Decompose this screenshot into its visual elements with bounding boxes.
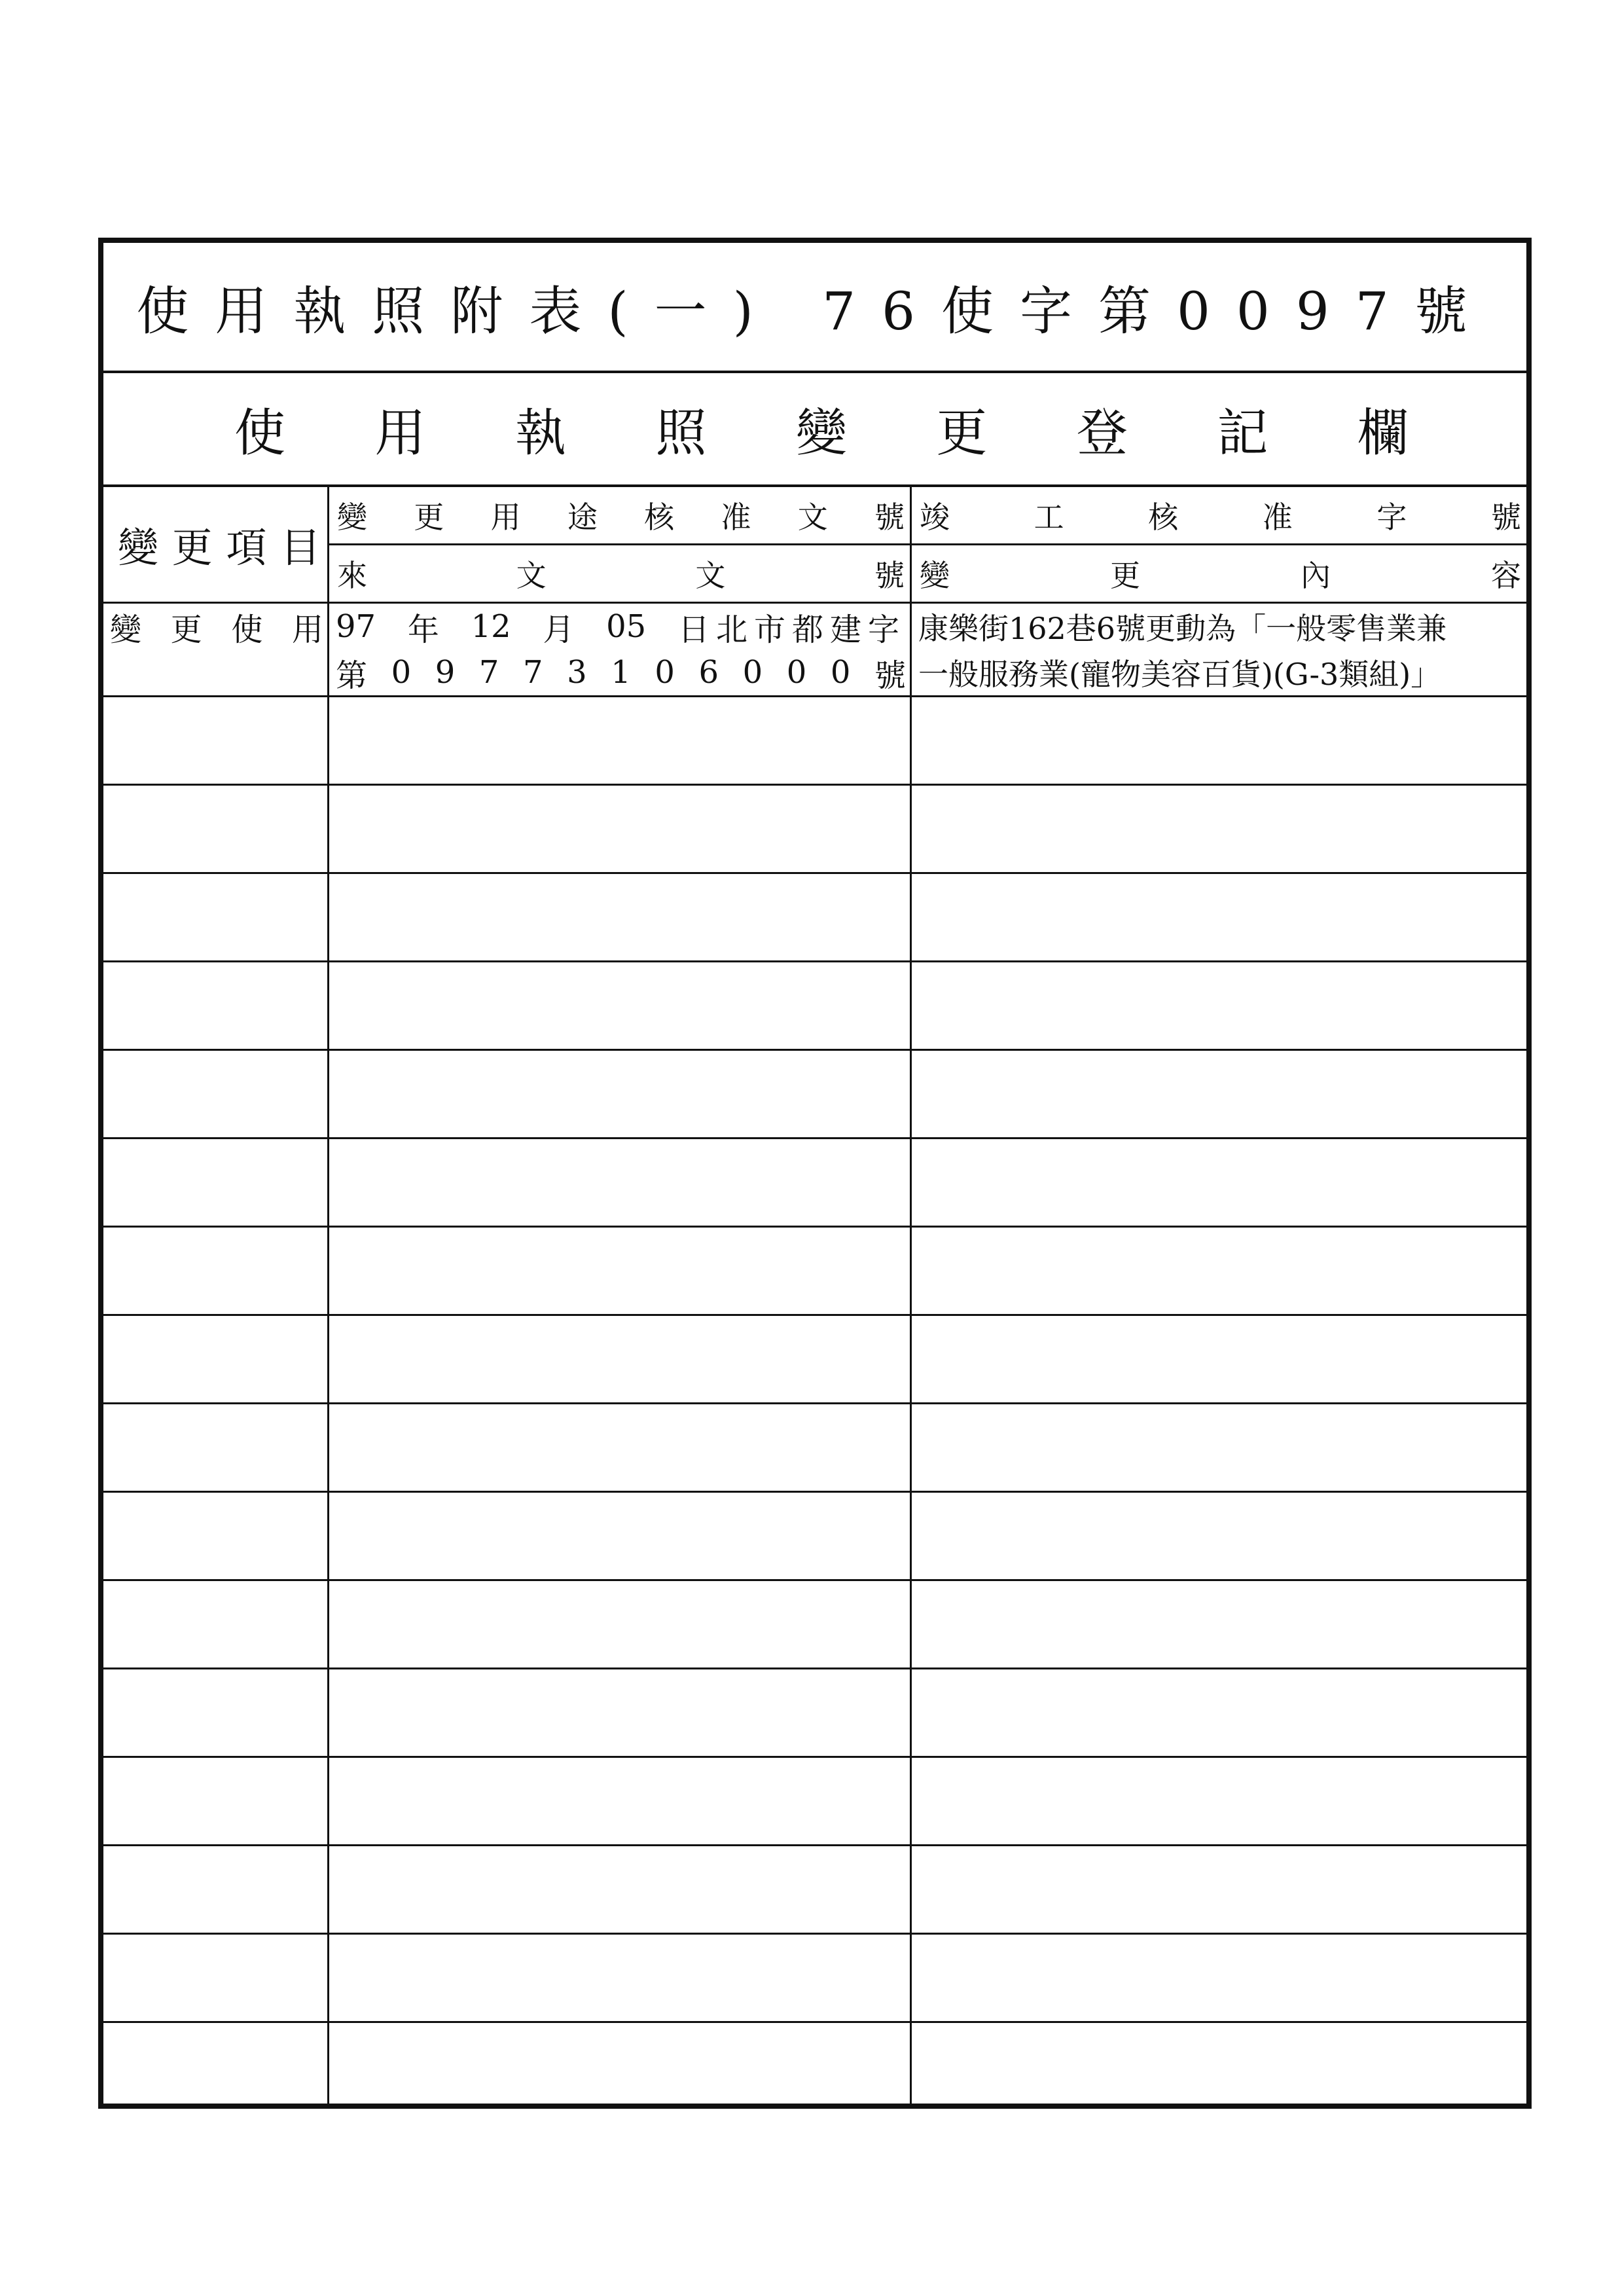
doc-token: 月: [543, 611, 575, 648]
page-title-row: [103, 243, 1526, 371]
doc-token: 日北市都建字: [677, 611, 906, 648]
header-char: 號: [874, 558, 905, 593]
header-char: 核: [644, 500, 675, 535]
row-divider: [103, 784, 1526, 786]
doc-token: 12: [471, 608, 511, 645]
doc-token: 0: [742, 654, 763, 691]
row-divider: [103, 2021, 1526, 2023]
doc-token: 05: [606, 608, 647, 645]
row-divider: [103, 1137, 1526, 1139]
header-change-item: [103, 487, 327, 602]
row-divider: [103, 960, 1526, 962]
entry-item-char: 用: [291, 611, 323, 648]
row-divider: [103, 1402, 1526, 1404]
doc-token: 7: [478, 654, 499, 691]
row-divider: [103, 1933, 1526, 1935]
entry-item-char: 使: [231, 611, 263, 648]
doc-token: 6: [698, 654, 719, 691]
license-form-table: [98, 238, 1532, 2109]
doc-token: 97: [336, 608, 376, 645]
row-divider: [103, 695, 1526, 697]
header-char: 來: [337, 558, 367, 593]
header-char: 更: [414, 500, 444, 535]
section-title-char: 記: [1217, 404, 1268, 463]
doc-token: 1: [611, 654, 631, 691]
column-divider: [910, 487, 912, 2104]
header-char: 變: [337, 500, 367, 535]
entry-content-line1: [912, 604, 1526, 649]
section-title-char: 變: [795, 404, 847, 463]
header-char: 目: [279, 524, 321, 572]
header-char: 更: [171, 524, 213, 572]
header-char: 准: [721, 500, 751, 535]
doc-token: 9: [435, 654, 456, 691]
header-char: 工: [1034, 500, 1064, 535]
header-char: 竣: [920, 500, 950, 535]
doc-token: 年: [407, 611, 439, 648]
entry-item-char: 更: [170, 611, 202, 648]
doc-token: 7: [522, 654, 543, 691]
row-divider: [103, 1844, 1526, 1846]
header-char: 內: [1301, 558, 1331, 593]
header-incoming-no: [329, 545, 910, 602]
row-divider: [103, 1049, 1526, 1051]
header-char: 項: [226, 524, 267, 572]
entry-content-line2: [912, 649, 1526, 695]
row-divider: [103, 872, 1526, 874]
header-char: 准: [1262, 500, 1293, 535]
header-change-content: [912, 545, 1526, 602]
doc-token: 0: [786, 654, 807, 691]
content-text: 康樂街162巷6號更動為「一般零售業兼: [918, 611, 1447, 646]
doc-token: 0: [830, 654, 851, 691]
header-char: 途: [567, 500, 598, 535]
doc-token: 第: [336, 657, 368, 694]
section-title-char: 登: [1076, 404, 1128, 463]
doc-token: 0: [391, 654, 412, 691]
header-char: 變: [118, 524, 159, 572]
entry-doc-line1: [329, 604, 910, 649]
header-char: 號: [874, 500, 905, 535]
column-divider: [327, 487, 329, 2104]
entry-doc-line2: [329, 649, 910, 695]
row-divider: [103, 1226, 1526, 1228]
page-title: 使用執照附表(一) 76使字第0097號: [136, 281, 1494, 342]
row-divider: [103, 1667, 1526, 1669]
header-char: 容: [1491, 558, 1521, 593]
doc-token: 號: [874, 657, 906, 694]
header-char: 文: [695, 558, 726, 593]
header-char: 文: [797, 500, 828, 535]
header-char: 用: [490, 500, 521, 535]
section-title-char: 執: [514, 404, 566, 463]
header-char: 號: [1490, 500, 1521, 535]
doc-token: 0: [655, 654, 675, 691]
doc-token: 3: [567, 654, 587, 691]
row-divider: [103, 1491, 1526, 1493]
header-char: 更: [1110, 558, 1140, 593]
section-title-char: 更: [936, 404, 988, 463]
section-title-char: 欄: [1357, 404, 1409, 463]
header-approval-no: [329, 487, 910, 543]
section-title-char: 用: [374, 404, 426, 463]
header-char: 核: [1148, 500, 1179, 535]
header-char: 變: [920, 558, 950, 593]
section-title-char: 照: [655, 404, 707, 463]
section-title-row: [103, 373, 1526, 484]
content-text: 一般服務業(寵物美容百貨)(G-3類組)」: [918, 657, 1441, 692]
header-char: 字: [1376, 500, 1407, 535]
section-title: [103, 392, 1526, 465]
entry-item: [103, 604, 327, 649]
row-divider: [103, 1579, 1526, 1581]
row-divider: [103, 1756, 1526, 1758]
header-char: 文: [516, 558, 547, 593]
header-completion-no: [912, 487, 1526, 543]
entry-item-char: 變: [110, 611, 142, 648]
section-title-char: 使: [234, 404, 286, 463]
row-divider: [103, 1314, 1526, 1316]
